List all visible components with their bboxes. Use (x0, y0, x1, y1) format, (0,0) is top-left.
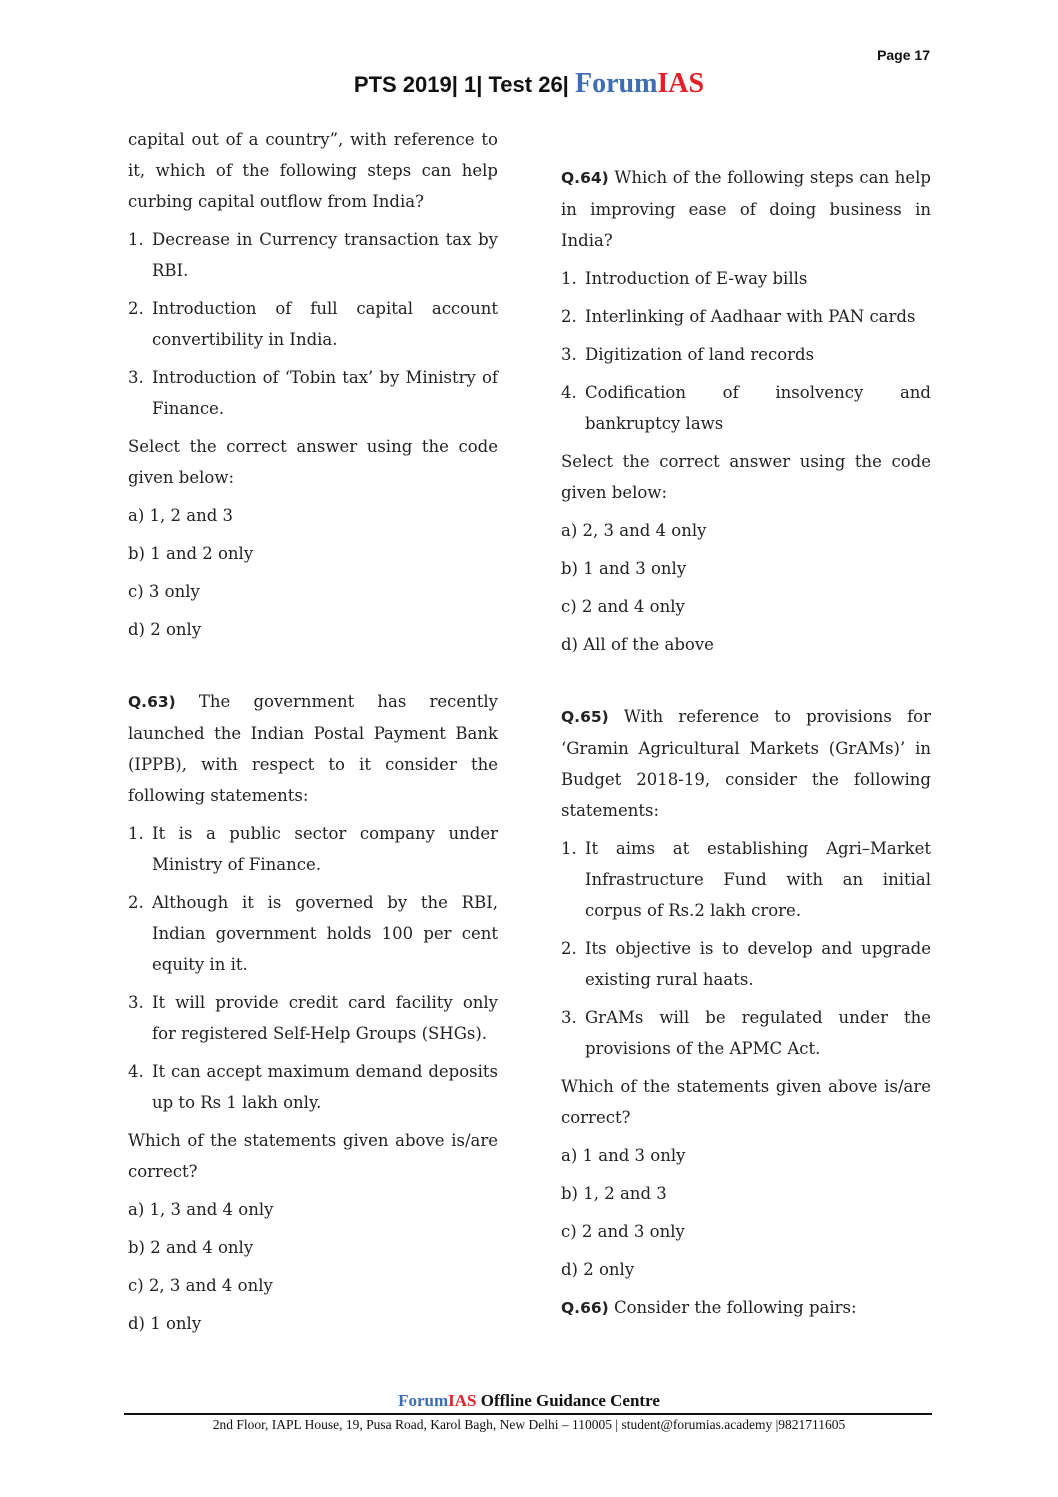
page-number: Page 17 (877, 47, 930, 63)
footer-divider (124, 1413, 932, 1415)
answer-option: d) 2 only (128, 620, 202, 639)
statement-item: 1. Decrease in Currency transaction tax by RBI. (128, 230, 498, 280)
answer-option: d) All of the above (561, 635, 714, 654)
right-column (561, 162, 931, 1331)
statement-item: 2. Although it is governed by the RBI, Indian government holds 100 per cent equity in it. (128, 893, 498, 974)
statement-item: 3. Introduction of ‘Tobin tax’ by Ministry of Finance. (128, 368, 498, 418)
statement-list (128, 224, 498, 424)
brand-logo (574, 68, 705, 99)
statement-item: 3. It will provide credit card facility only for registered Self-Help Groups (SHGs). (128, 993, 498, 1043)
footer-address: 2nd Floor, IAPL House, 19, Pusa Road, Karol Bagh, New Delhi – 110005 | student@forumias.academy |9821711605 (212, 1417, 846, 1432)
test-title: PTS 2019| 1| Test 26| (353, 72, 569, 97)
question-66 (561, 1292, 931, 1324)
footer-brand-forum: Forum (398, 1391, 449, 1410)
footer-title (0, 1391, 1058, 1411)
page-header (0, 68, 1058, 100)
statement-item: 4. It can accept maximum demand deposits up to Rs 1 lakh only. (128, 1062, 498, 1112)
answer-option: a) 1 and 3 only (561, 1146, 686, 1165)
statement-item: 2. Its objective is to develop and upgrade existing rural haats. (561, 939, 931, 989)
answer-option: c) 2 and 3 only (561, 1222, 685, 1241)
statement-list (128, 818, 498, 1118)
question-62-continued (128, 124, 498, 645)
answer-option: d) 2 only (561, 1260, 635, 1279)
answer-option: b) 1, 2 and 3 (561, 1184, 667, 1203)
brand-forum: Forum (574, 68, 658, 99)
question-number: Q.65) (561, 708, 609, 726)
answer-option: b) 1 and 3 only (561, 559, 687, 578)
question-text: Q.64) Which of the following steps can help in improving ease of doing business in India? (561, 168, 931, 250)
answer-option: a) 1, 2 and 3 (128, 506, 234, 525)
question-instruction: Select the correct answer using the code given below: (128, 437, 498, 487)
statement-list (561, 263, 931, 439)
left-column (128, 124, 498, 1346)
answer-option: b) 2 and 4 only (128, 1238, 254, 1257)
question-instruction: Which of the statements given above is/are correct? (561, 1077, 931, 1127)
answer-option: c) 2 and 4 only (561, 597, 685, 616)
question-number: Q.63) (128, 693, 176, 711)
answer-option: d) 1 only (128, 1314, 202, 1333)
answer-option: a) 1, 3 and 4 only (128, 1200, 274, 1219)
question-text: Q.66) Consider the following pairs: (561, 1298, 857, 1317)
statement-item: 2. Introduction of full capital account convertibility in India. (128, 299, 498, 349)
question-number: Q.64) (561, 169, 609, 187)
answer-option: b) 1 and 2 only (128, 544, 254, 563)
statement-item: 1. Introduction of E-way bills (561, 269, 808, 288)
answer-option: c) 3 only (128, 582, 200, 601)
statement-item: 2. Interlinking of Aadhaar with PAN cards (561, 307, 916, 326)
brand-ias: IAS (657, 68, 705, 99)
statement-item: 4. Codification of insolvency and bankruptcy laws (561, 383, 931, 433)
statement-item: 3. Digitization of land records (561, 345, 815, 364)
question-65 (561, 701, 931, 1285)
answer-option: c) 2, 3 and 4 only (128, 1276, 273, 1295)
question-text: Q.63) The government has recently launched the Indian Postal Payment Bank (IPPB), with respect to it consider the following statements: (128, 692, 498, 805)
statement-item: 1. It aims at establishing Agri–Market Infrastructure Fund with an initial corpus of Rs.2 lakh crore. (561, 839, 931, 920)
question-text: capital out of a country”, with reference to it, which of the following steps can help curbing capital outflow from India? (128, 130, 498, 211)
statement-item: 3. GrAMs will be regulated under the provisions of the APMC Act. (561, 1008, 931, 1058)
question-instruction: Select the correct answer using the code given below: (561, 452, 931, 502)
question-instruction: Which of the statements given above is/are correct? (128, 1131, 498, 1181)
footer-brand-ias: IAS (448, 1391, 477, 1410)
statement-list (561, 833, 931, 1064)
question-number: Q.66) (561, 1299, 609, 1317)
question-64 (561, 162, 931, 660)
question-63 (128, 686, 498, 1339)
footer-centre-name: Offline Guidance Centre (476, 1391, 660, 1410)
statement-item: 1. It is a public sector company under Ministry of Finance. (128, 824, 498, 874)
answer-option: a) 2, 3 and 4 only (561, 521, 707, 540)
question-text: Q.65) With reference to provisions for ‘Gramin Agricultural Markets (GrAMs)’ in Budget 2018-19, consider the following statements: (561, 707, 931, 820)
